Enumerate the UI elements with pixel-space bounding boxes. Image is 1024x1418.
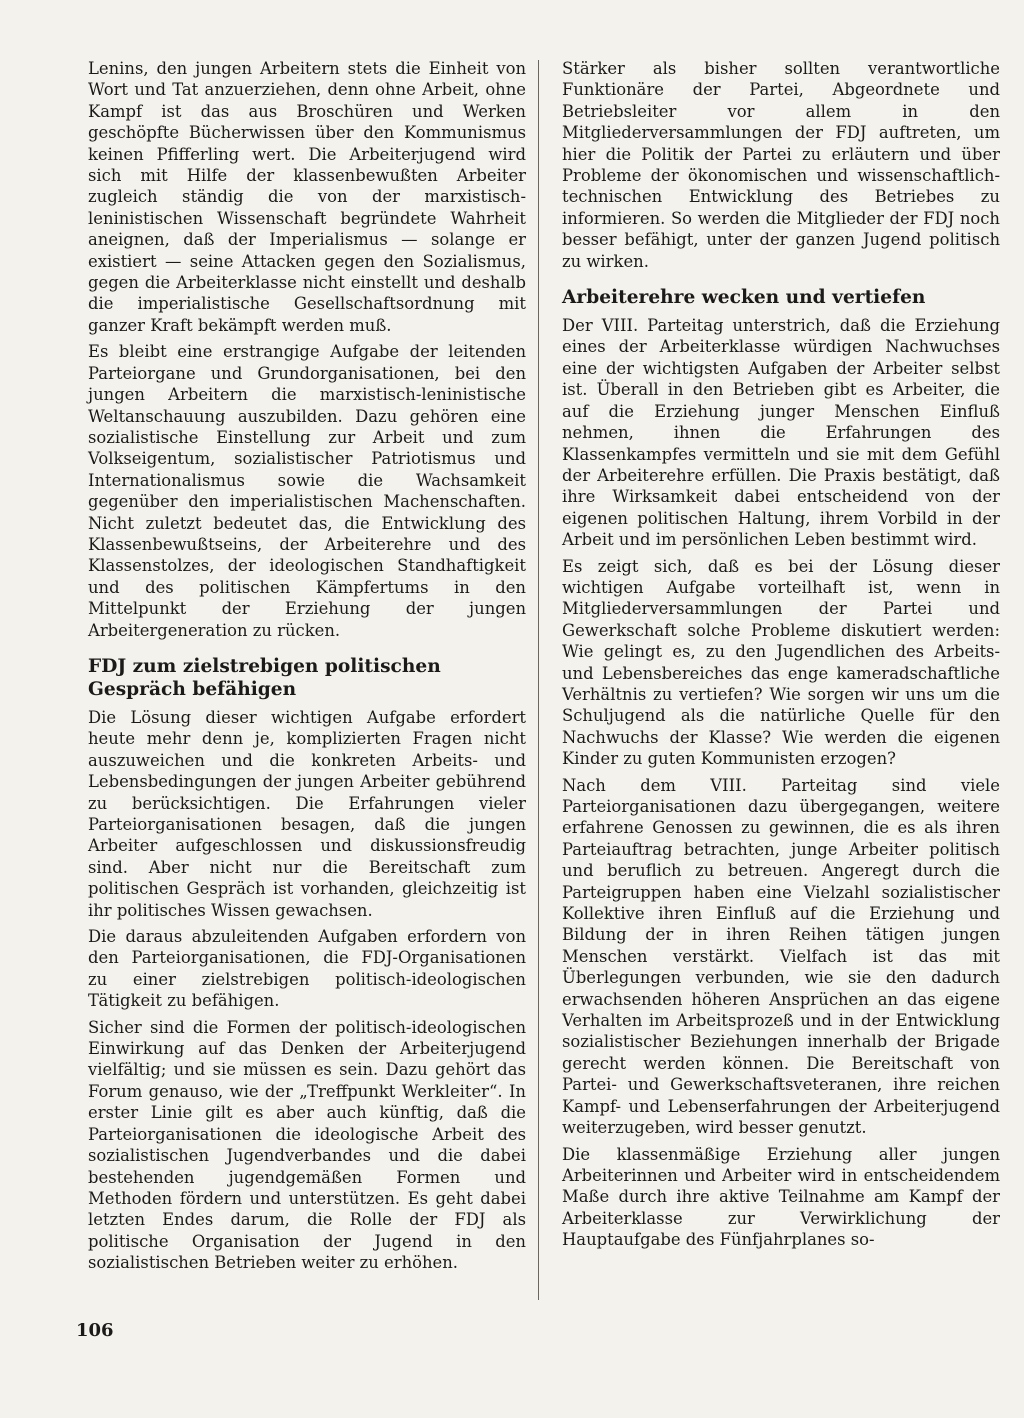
- paragraph: Nach dem VIII. Parteitag sind viele Parteiorganisationen dazu übergegangen, weitere erfahrene Genossen zu gewinnen, die es als ihren Parteiauftrag betrachten, junge Arbeiter politisch und beruflich zu betreuen. Angeregt durch die Parteigruppen haben eine Vielzahl sozialistischer Kollektive ihren Einfluß auf die Erziehung und Bildung der in ihren Reihen tätigen jungen Menschen verstärkt. Vielfach ist das mit Überlegungen verbunden, wie sie den dadurch erwachsenden höheren Ansprüchen an das eigene Verhalten im Arbeitsprozeß und in der Entwicklung sozialistischer Beziehungen innerhalb der Brigade gerecht werden können. Die Bereitschaft von Partei- und Gewerkschaftsveteranen, ihre reichen Kampf- und Lebenserfahrungen der Arbeiterjugend weiterzugeben, wird besser genutzt.: [562, 775, 1000, 1138]
- paragraph: Die Lösung dieser wichtigen Aufgabe erfordert heute mehr denn je, komplizierten Fragen nicht auszuweichen und die konkreten Arbeits- und Lebensbedingungen der jungen Arbeiter gebührend zu berücksichtigen. Die Erfahrungen vieler Parteiorganisationen besagen, daß die jungen Arbeiter aufgeschlossen und diskussionsfreudig sind. Aber nicht nur die Bereitschaft zum politischen Gespräch ist vorhanden, gleichzeitig ist ihr politisches Wissen gewachsen.: [88, 707, 526, 920]
- section-heading: Arbeiterehre wecken und vertiefen: [562, 287, 926, 309]
- right-column: [562, 58, 1000, 1256]
- paragraph: Es zeigt sich, daß es bei der Lösung dieser wichtigen Aufgabe vorteilhaft ist, wenn in Mitgliederversammlungen der Partei und Gewerkschaft solche Probleme diskutiert werden: Wie gelingt es, zu den Jugendlichen des Arbeits- und Lebensbereiches das enge kameradschaftliche Verhältnis zu vertiefen? Wie sorgen wir uns um die Schuljugend als die natürliche Quelle für den Nachwuchs der Klasse? Wie werden die eigenen Kinder zu guten Kommunisten erzogen?: [562, 556, 1000, 769]
- paragraph: Sicher sind die Formen der politisch-ideologischen Einwirkung auf das Denken der Arbeiterjugend vielfältig; und sie müssen es sein. Dazu gehört das Forum genauso, wie der „Treffpunkt Werkleiter“. In erster Linie gilt es aber auch künftig, daß die Parteiorganisationen die ideologische Arbeit des sozialistischen Jugendverbandes und die dabei bestehenden jugendgemäßen Formen und Methoden fördern und unterstützen. Es geht dabei letzten Endes darum, die Rolle der FDJ als politische Organisation der Jugend in den sozialistischen Betrieben weiter zu erhöhen.: [88, 1017, 526, 1273]
- column-divider: [538, 60, 539, 1300]
- section-heading: FDJ zum zielstrebigen politischen Gespräch befähigen: [88, 655, 441, 700]
- paragraph: Die klassenmäßige Erziehung aller jungen Arbeiterinnen und Arbeiter wird in entscheidendem Maße durch ihre aktive Teilnahme am Kampf der Arbeiterklasse zur Verwirklichung der Hauptaufgabe des Fünfjahrplanes so-: [562, 1144, 1000, 1250]
- paragraph: Der VIII. Parteitag unterstrich, daß die Erziehung eines der Arbeiterklasse würdigen Nachwuchses eine der wichtigsten Aufgaben der Arbeiter selbst ist. Überall in den Betrieben gibt es Arbeiter, die auf die Erziehung junger Menschen Einfluß nehmen, ihnen die Erfahrungen des Klassenkampfes vermitteln und sie mit dem Gefühl der Arbeiterehre erfüllen. Die Praxis bestätigt, daß ihre Wirksamkeit dabei entscheidend von der eigenen politischen Haltung, ihrem Vorbild in der Arbeit und im persönlichen Leben bestimmt wird.: [562, 316, 1000, 550]
- paragraph: Es bleibt eine erstrangige Aufgabe der leitenden Parteiorgane und Grundorganisationen, bei den jungen Arbeitern die marxistisch-leninistische Weltanschauung auszubilden. Dazu gehören eine sozialistische Einstellung zur Arbeit und zum Volkseigentum, sozialistischer Patriotismus und Internationalismus sowie die Wachsamkeit gegenüber den imperialistischen Machenschaften. Nicht zuletzt bedeutet das, die Entwicklung des Klassenbewußtseins, der Arbeiterehre und des Klassenstolzes, der ideologischen Standhaftigkeit und des politischen Kämpfertums in den Mittelpunkt der Erziehung der jungen Arbeitergeneration zu rücken.: [88, 342, 526, 640]
- left-column: [88, 58, 526, 1279]
- paragraph: Die daraus abzuleitenden Aufgaben erfordern von den Parteiorganisationen, die FDJ-Organisationen zu einer zielstrebigen politisch-ideologischen Tätigkeit zu befähigen.: [88, 927, 526, 1011]
- page-number: 106: [76, 1320, 114, 1341]
- paragraph: Stärker als bisher sollten verantwortliche Funktionäre der Partei, Abgeordnete und Betriebsleiter vor allem in den Mitgliederversammlungen der FDJ auftreten, um hier die Politik der Partei zu erläutern und über Probleme der ökonomischen und wissenschaftlich-technischen Entwicklung des Betriebes zu informieren. So werden die Mitglieder der FDJ noch besser befähigt, unter der ganzen Jugend politisch zu wirken.: [562, 59, 1000, 271]
- paragraph: Lenins, den jungen Arbeitern stets die Einheit von Wort und Tat anzuerziehen, denn ohne Arbeit, ohne Kampf ist das aus Broschüren und Werken geschöpfte Bücherwissen über den Kommunismus keinen Pfifferling wert. Die Arbeiterjugend wird sich mit Hilfe der klassenbewußten Arbeiter zugleich ständig die von der marxistisch-leninistischen Wissenschaft begründete Wahrheit aneignen, daß der Imperialismus — solange er existiert — seine Attacken gegen den Sozialismus, gegen die Arbeiterklasse nicht einstellt und deshalb die imperialistische Gesellschaftsordnung mit ganzer Kraft bekämpft werden muß.: [88, 59, 526, 335]
